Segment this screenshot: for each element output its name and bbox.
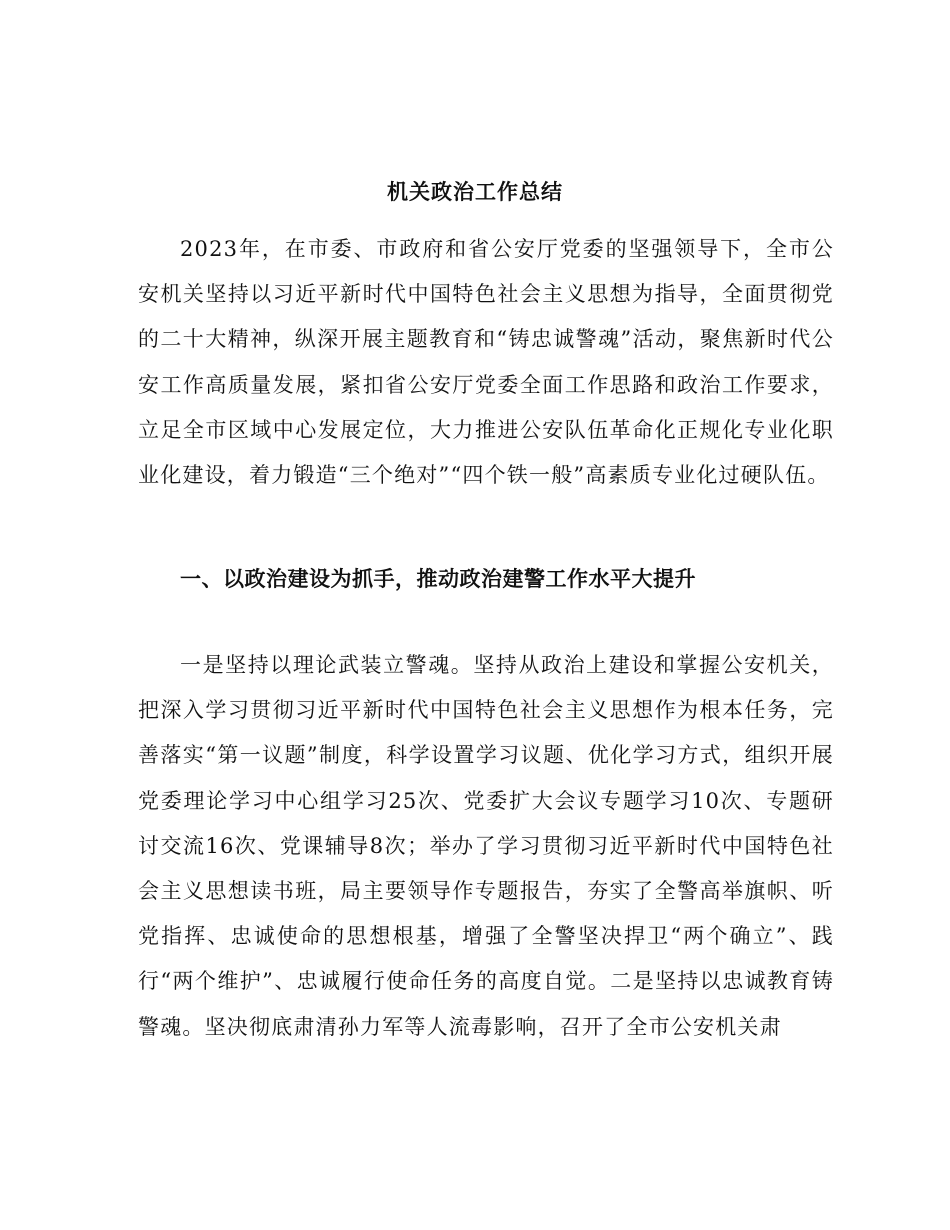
document-title: 机关政治工作总结 <box>387 179 563 204</box>
section-heading: 一、以政治建设为抓手，推动政治建警工作水平大提升 <box>180 567 696 591</box>
section-paragraph: 一是坚持以理论武装立警魂。坚持从政治上建设和掌握公安机关，把深入学习贯彻习近平新时代中国特色社会主义思想作为根本任务，完善落实“第一议题”制度，科学设置学习议题、优化学习方式，组织开展党委理论学习中心组学习25次、党委扩大会议专题学习10次、专题研讨交流16次、党课辅导8次；举办了学习贯彻习近平新时代中国特色社会主义思想读书班，局主要领导作专题报告，夯实了全警高举旗帜、听党指挥、忠诚使命的思想根基，增强了全警坚决捍卫“两个确立”、践行“两个维护”、忠诚履行使命任务的高度自觉。二是坚持以忠诚教育铸警魂。坚决彻底肃清孙力军等人流毒影响，召开了全市公安机关肃 <box>138 653 834 1039</box>
intro-paragraph: 2023年，在市委、市政府和省公安厅党委的坚强领导下，全市公安机关坚持以习近平新时代中国特色社会主义思想为指导，全面贯彻党的二十大精神，纵深开展主题教育和“铸忠诚警魂”活动，聚焦新时代公安工作高质量发展，紧扣省公安厅党委全面工作思路和政治工作要求，立足全市区域中心发展定位，大力推进公安队伍革命化正规化专业化职业化建设，着力锻造“三个绝对”“四个铁一般”高素质专业化过硬队伍。 <box>138 237 834 488</box>
